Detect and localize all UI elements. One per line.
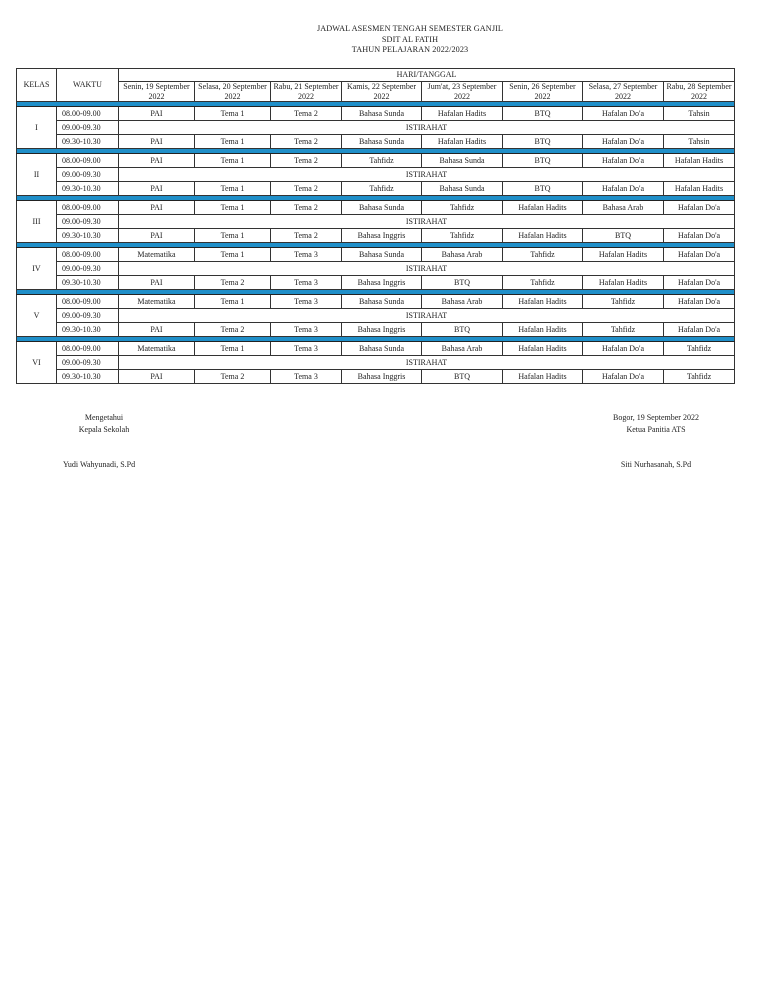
subject-cell: Tahfidz bbox=[503, 248, 583, 262]
waktu-cell: 08.00-09.00 bbox=[57, 342, 119, 356]
subject-cell: Tahfidz bbox=[583, 295, 664, 309]
subject-cell: BTQ bbox=[422, 323, 503, 337]
subject-cell: Tahfidz bbox=[664, 370, 735, 384]
subject-cell: Hafalan Hadits bbox=[583, 276, 664, 290]
table-row bbox=[17, 229, 735, 243]
table-row bbox=[17, 370, 735, 384]
subject-cell: PAI bbox=[119, 229, 195, 243]
subject-cell: Tema 1 bbox=[195, 201, 271, 215]
subject-cell: Hafalan Do'a bbox=[583, 370, 664, 384]
subject-cell: Tahsin bbox=[664, 107, 735, 121]
schedule-table bbox=[16, 68, 735, 384]
subject-cell: Bahasa Sunda bbox=[342, 135, 422, 149]
table-row bbox=[17, 182, 735, 196]
subject-cell: Tema 2 bbox=[271, 229, 342, 243]
table-row bbox=[17, 107, 735, 121]
subject-cell: Bahasa Sunda bbox=[422, 154, 503, 168]
subject-cell: PAI bbox=[119, 182, 195, 196]
subject-cell: Tema 3 bbox=[271, 323, 342, 337]
subject-cell: Tahfidz bbox=[664, 342, 735, 356]
day-header: Rabu, 21 September 2022 bbox=[271, 82, 342, 102]
kelas-cell: I bbox=[17, 107, 57, 149]
signature-right-name: Siti Nurhasanah, S.Pd bbox=[620, 460, 692, 469]
kelas-cell: VI bbox=[17, 342, 57, 384]
signature-left-name: Yudi Wahyunadi, S.Pd bbox=[63, 460, 136, 469]
table-row bbox=[17, 215, 735, 229]
subject-cell: Hafalan Hadits bbox=[503, 229, 583, 243]
subject-cell: PAI bbox=[119, 370, 195, 384]
document-header bbox=[0, 24, 768, 56]
subject-cell: Tema 3 bbox=[271, 295, 342, 309]
day-header: Kamis, 22 September 2022 bbox=[342, 82, 422, 102]
day-header: Selasa, 27 September 2022 bbox=[583, 82, 664, 102]
subject-cell: Tema 1 bbox=[195, 154, 271, 168]
kelas-cell: II bbox=[17, 154, 57, 196]
break-cell: ISTIRAHAT bbox=[119, 262, 735, 276]
subject-cell: Tema 2 bbox=[195, 323, 271, 337]
kelas-cell: V bbox=[17, 295, 57, 337]
subject-cell: BTQ bbox=[422, 276, 503, 290]
table-row bbox=[17, 323, 735, 337]
signature-right-role: Ketua Panitia ATS bbox=[626, 425, 686, 434]
waktu-cell: 09.00-09.30 bbox=[57, 168, 119, 182]
subject-cell: Tahfidz bbox=[342, 154, 422, 168]
subject-cell: Hafalan Do'a bbox=[664, 229, 735, 243]
subject-cell: Tema 2 bbox=[271, 201, 342, 215]
break-cell: ISTIRAHAT bbox=[119, 168, 735, 182]
waktu-cell: 08.00-09.00 bbox=[57, 107, 119, 121]
subject-cell: BTQ bbox=[503, 154, 583, 168]
subject-cell: Bahasa Sunda bbox=[342, 107, 422, 121]
subject-cell: Hafalan Do'a bbox=[664, 201, 735, 215]
subject-cell: Bahasa Arab bbox=[422, 295, 503, 309]
subject-cell: BTQ bbox=[503, 182, 583, 196]
subject-cell: Hafalan Do'a bbox=[583, 182, 664, 196]
break-cell: ISTIRAHAT bbox=[119, 215, 735, 229]
signature-left-role: Kepala Sekolah bbox=[78, 425, 130, 434]
waktu-cell: 08.00-09.00 bbox=[57, 295, 119, 309]
subject-cell: Tahfidz bbox=[342, 182, 422, 196]
subject-cell: Hafalan Do'a bbox=[664, 276, 735, 290]
subject-cell: Hafalan Hadits bbox=[503, 342, 583, 356]
subject-cell: Hafalan Hadits bbox=[503, 323, 583, 337]
table-row bbox=[17, 309, 735, 323]
day-header: Rabu, 28 September 2022 bbox=[664, 82, 735, 102]
day-header: Senin, 26 September 2022 bbox=[503, 82, 583, 102]
waktu-cell: 09.30-10.30 bbox=[57, 370, 119, 384]
subject-cell: Hafalan Do'a bbox=[583, 135, 664, 149]
waktu-cell: 09.00-09.30 bbox=[57, 356, 119, 370]
subject-cell: Tema 3 bbox=[271, 276, 342, 290]
subject-cell: Hafalan Do'a bbox=[664, 248, 735, 262]
subject-cell: PAI bbox=[119, 323, 195, 337]
header-year: TAHUN PELAJARAN 2022/2023 bbox=[351, 45, 469, 54]
table-row bbox=[17, 276, 735, 290]
table-row bbox=[17, 262, 735, 276]
waktu-cell: 09.30-10.30 bbox=[57, 135, 119, 149]
table-row bbox=[17, 201, 735, 215]
table-row bbox=[17, 168, 735, 182]
subject-cell: PAI bbox=[119, 276, 195, 290]
subject-cell: BTQ bbox=[422, 370, 503, 384]
subject-cell: Bahasa Inggris bbox=[342, 229, 422, 243]
day-header: Jum'at, 23 September 2022 bbox=[422, 82, 503, 102]
subject-cell: Tema 1 bbox=[195, 295, 271, 309]
subject-cell: BTQ bbox=[503, 107, 583, 121]
subject-cell: Bahasa Sunda bbox=[342, 248, 422, 262]
subject-cell: Tema 2 bbox=[271, 154, 342, 168]
signature-left bbox=[40, 412, 168, 436]
table-row bbox=[17, 154, 735, 168]
subject-cell: Tahfidz bbox=[503, 276, 583, 290]
subject-cell: Tema 1 bbox=[195, 107, 271, 121]
subject-cell: Matematika bbox=[119, 295, 195, 309]
subject-cell: Tema 3 bbox=[271, 342, 342, 356]
day-header: Selasa, 20 September 2022 bbox=[195, 82, 271, 102]
subject-cell: Hafalan Do'a bbox=[583, 107, 664, 121]
subject-cell: Tema 3 bbox=[271, 370, 342, 384]
table-row bbox=[17, 356, 735, 370]
subject-cell: Tahsin bbox=[664, 135, 735, 149]
subject-cell: Hafalan Do'a bbox=[583, 154, 664, 168]
subject-cell: Bahasa Sunda bbox=[342, 201, 422, 215]
subject-cell: Bahasa Inggris bbox=[342, 323, 422, 337]
subject-cell: Matematika bbox=[119, 248, 195, 262]
subject-cell: Tema 1 bbox=[195, 182, 271, 196]
subject-cell: Hafalan Hadits bbox=[583, 248, 664, 262]
subject-cell: Tema 1 bbox=[195, 135, 271, 149]
subject-cell: Hafalan Do'a bbox=[664, 323, 735, 337]
subject-cell: Bahasa Arab bbox=[422, 342, 503, 356]
subject-cell: Bahasa Arab bbox=[422, 248, 503, 262]
subject-cell: PAI bbox=[119, 201, 195, 215]
waktu-cell: 09.00-09.30 bbox=[57, 262, 119, 276]
break-cell: ISTIRAHAT bbox=[119, 309, 735, 323]
subject-cell: Bahasa Inggris bbox=[342, 370, 422, 384]
header-school: SDIT AL FATIH bbox=[381, 34, 439, 44]
kelas-cell: IV bbox=[17, 248, 57, 290]
subject-cell: BTQ bbox=[583, 229, 664, 243]
subject-cell: Hafalan Do'a bbox=[583, 342, 664, 356]
subject-cell: Tema 2 bbox=[271, 182, 342, 196]
subject-cell: Tema 2 bbox=[271, 135, 342, 149]
subject-cell: Hafalan Hadits bbox=[422, 135, 503, 149]
waktu-cell: 09.30-10.30 bbox=[57, 276, 119, 290]
waktu-cell: 08.00-09.00 bbox=[57, 154, 119, 168]
subject-cell: BTQ bbox=[503, 135, 583, 149]
subject-cell: Matematika bbox=[119, 342, 195, 356]
waktu-cell: 08.00-09.00 bbox=[57, 201, 119, 215]
subject-cell: Bahasa Inggris bbox=[342, 276, 422, 290]
signature-right-date: Bogor, 19 September 2022 bbox=[613, 413, 699, 422]
subject-cell: Hafalan Hadits bbox=[503, 295, 583, 309]
subject-cell: Tema 1 bbox=[195, 248, 271, 262]
subject-cell: Hafalan Do'a bbox=[664, 295, 735, 309]
subject-cell: Bahasa Sunda bbox=[422, 182, 503, 196]
signature-left-line1: Mengetahui bbox=[84, 413, 124, 422]
header-hari-tanggal: HARI/TANGGAL bbox=[119, 69, 735, 82]
subject-cell: Hafalan Hadits bbox=[664, 154, 735, 168]
subject-cell: Tema 1 bbox=[195, 229, 271, 243]
waktu-cell: 09.30-10.30 bbox=[57, 182, 119, 196]
day-header: Senin, 19 September 2022 bbox=[119, 82, 195, 102]
subject-cell: Hafalan Hadits bbox=[422, 107, 503, 121]
subject-cell: Bahasa Sunda bbox=[342, 295, 422, 309]
waktu-cell: 08.00-09.00 bbox=[57, 248, 119, 262]
subject-cell: Hafalan Hadits bbox=[503, 201, 583, 215]
waktu-cell: 09.00-09.30 bbox=[57, 309, 119, 323]
table-row bbox=[17, 295, 735, 309]
subject-cell: Tema 3 bbox=[271, 248, 342, 262]
table-row bbox=[17, 248, 735, 262]
header-kelas: KELAS bbox=[17, 69, 57, 102]
subject-cell: Tema 2 bbox=[195, 370, 271, 384]
subject-cell: PAI bbox=[119, 107, 195, 121]
subject-cell: Tahfidz bbox=[422, 229, 503, 243]
subject-cell: Hafalan Hadits bbox=[664, 182, 735, 196]
table-row bbox=[17, 342, 735, 356]
waktu-cell: 09.30-10.30 bbox=[57, 229, 119, 243]
table-row bbox=[17, 121, 735, 135]
waktu-cell: 09.30-10.30 bbox=[57, 323, 119, 337]
break-cell: ISTIRAHAT bbox=[119, 121, 735, 135]
subject-cell: Tema 2 bbox=[195, 276, 271, 290]
subject-cell: Bahasa Sunda bbox=[342, 342, 422, 356]
signature-right bbox=[600, 412, 712, 436]
subject-cell: PAI bbox=[119, 135, 195, 149]
waktu-cell: 09.00-09.30 bbox=[57, 215, 119, 229]
subject-cell: Tema 2 bbox=[271, 107, 342, 121]
table-row bbox=[17, 135, 735, 149]
header-title: JADWAL ASESMEN TENGAH SEMESTER GANJIL bbox=[316, 24, 504, 33]
header-waktu: WAKTU bbox=[57, 69, 119, 102]
subject-cell: Tema 1 bbox=[195, 342, 271, 356]
subject-cell: PAI bbox=[119, 154, 195, 168]
kelas-cell: III bbox=[17, 201, 57, 243]
subject-cell: Tahfidz bbox=[422, 201, 503, 215]
subject-cell: Tahfidz bbox=[583, 323, 664, 337]
subject-cell: Bahasa Arab bbox=[583, 201, 664, 215]
waktu-cell: 09.00-09.30 bbox=[57, 121, 119, 135]
break-cell: ISTIRAHAT bbox=[119, 356, 735, 370]
subject-cell: Hafalan Hadits bbox=[503, 370, 583, 384]
